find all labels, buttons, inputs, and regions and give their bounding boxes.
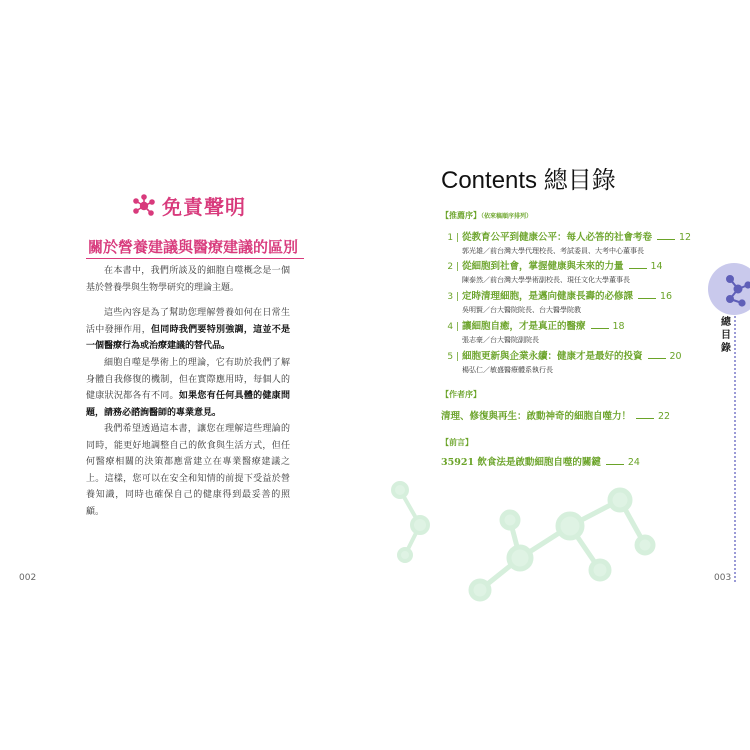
paragraph-4-text: 我們希望透過這本書，讓您在理解這些理論的同時，能更好地調整自己的飲食與生活方式，但任何醫療相關的決策都應當建立在專業醫療建議之上。這樣，您可以在安全和知情的前提下受益於營養知識，同時也確保自己的健康得到最妥善的照顧。: [86, 424, 290, 517]
toc-number: 4 |: [447, 322, 459, 332]
toc-entry-foreword[interactable]: [441, 454, 701, 468]
toc-number: 2 |: [447, 262, 459, 272]
side-dotted-line: [734, 316, 736, 582]
toc-number: 5 |: [447, 352, 459, 362]
subheading-text: 關於營養建議與醫療建議的區別: [88, 238, 299, 256]
paragraph-1: [86, 263, 290, 296]
paragraph-2-bold: 但同時我們要特別強調，這並不是一個醫療行為或治療建議的替代品。: [86, 324, 290, 351]
toc-author: 吳明賢／台大醫院院長、台大醫學院教: [462, 306, 581, 314]
side-tab-label: 總目錄: [721, 317, 731, 354]
leader-dash: [629, 268, 647, 269]
leader-dash: [638, 298, 656, 299]
disclaimer-title: 免責聲明: [162, 195, 246, 219]
toc-number: 1 |: [447, 233, 459, 243]
toc-page: 14: [650, 261, 663, 272]
paragraph-3-bold: 如果您有任何具體的健康問題，請務必諮詢醫師的專業意見。: [86, 391, 290, 418]
toc-number: 3 |: [447, 292, 459, 302]
chapter-tab-circle[interactable]: [708, 263, 750, 315]
paragraph-3-text: 細胞自噬是學術上的理論，它有助於我們了解身體自我修復的機制，但在實際應用時，每個人的健康狀況都各有不同。: [86, 358, 290, 401]
toc-title: 定時清理細胞，是邁向健康長壽的必修課: [462, 291, 634, 302]
toc-entry[interactable]: [441, 258, 701, 285]
section-label-author-preface: 【作者序】: [441, 390, 481, 399]
toc-title: 清理、修復與再生：啟動神奇的細胞自噬力！: [441, 411, 632, 422]
toc-entry[interactable]: [441, 348, 701, 375]
toc-title: 從教育公平到健康公平：每人必答的社會考卷: [462, 232, 653, 243]
paragraph-2-text: 這些內容是為了幫助您理解營養如何在日常生活中發揮作用，: [86, 308, 290, 335]
leader-dash: [591, 328, 609, 329]
paragraph-2: [86, 305, 290, 355]
paragraph-1-text: 在本書中，我們所談及的細胞自噬概念是一個基於營養學與生物學研究的理論主題。: [86, 266, 290, 293]
section-label-foreword: 【前言】: [441, 438, 473, 447]
section-label-recommendation: [441, 210, 532, 221]
toc-page: 24: [627, 457, 640, 468]
toc-author: 郭光雄／前台灣大學代理校長、考試委員、大考中心董事長: [462, 247, 644, 255]
toc-author: 楊弘仁／敏盛醫療體系執行長: [462, 366, 553, 374]
toc-entry-author-preface[interactable]: [441, 408, 701, 422]
recommendation-label: 【推薦序】: [441, 211, 481, 220]
toc-author: 張志豪／台大醫院副院長: [462, 336, 539, 344]
leader-dash: [648, 358, 666, 359]
subheading: [86, 236, 304, 260]
molecule-bullet-icon: [132, 194, 156, 218]
toc-page: 16: [660, 291, 673, 302]
toc-title: 讓細胞自癒，才是真正的醫療: [462, 321, 586, 332]
toc-page: 22: [658, 411, 671, 422]
toc-page: 20: [669, 351, 682, 362]
toc-entry[interactable]: [441, 288, 701, 315]
page-number-right: 003: [714, 573, 732, 583]
molecule-small-decoration-icon: [380, 470, 440, 570]
leader-dash: [606, 464, 624, 465]
paragraph-4: [86, 421, 290, 520]
toc-entry[interactable]: [441, 318, 701, 345]
contents-title: Contents 總目錄: [441, 167, 616, 194]
toc-page: 18: [612, 321, 625, 332]
toc-title: 35921 飲食法是啟動細胞自噬的關鍵: [441, 457, 601, 468]
toc-author: 陳泰然／前台灣大學學術副校長、現任文化大學董事長: [462, 276, 630, 284]
leader-dash: [636, 418, 654, 419]
toc-entry[interactable]: [441, 229, 701, 256]
toc-title: 細胞更新與企業永續：健康才是最好的投資: [462, 351, 643, 362]
molecule-tab-icon: [708, 263, 750, 315]
toc-title: 從細胞到社會，掌握健康與未來的力量: [462, 261, 624, 272]
molecule-decoration-icon: [440, 470, 670, 610]
leader-dash: [657, 239, 675, 240]
recommendation-note: （依來稿順序排列）: [481, 213, 533, 220]
page-number-left: 002: [19, 573, 37, 583]
toc-page: 12: [679, 232, 692, 243]
paragraph-3: [86, 355, 290, 421]
subheading-underline: [86, 258, 304, 259]
disclaimer-heading: [128, 190, 368, 224]
